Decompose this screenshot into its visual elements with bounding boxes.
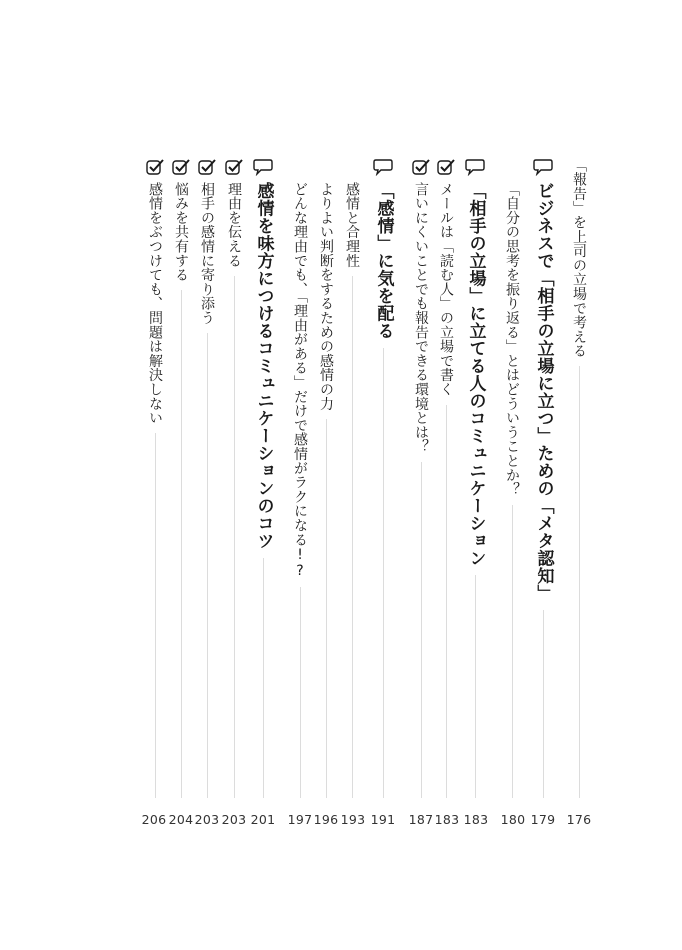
leader-line <box>383 348 384 799</box>
toc-entry <box>194 158 220 798</box>
speech-bubble-icon <box>533 158 553 176</box>
page-number: 203 <box>194 812 220 827</box>
entry-title: どんな理由でも、「理由がある」だけで感情がラクになる!? <box>292 182 308 580</box>
leader-line <box>300 587 301 798</box>
toc-heading <box>530 158 556 798</box>
leader-line <box>207 333 208 798</box>
page-number: 197 <box>287 812 313 827</box>
leader-line <box>512 505 513 798</box>
speech-bubble-icon <box>373 158 393 176</box>
leader-line <box>181 290 182 798</box>
page-number: 183 <box>434 812 460 827</box>
entry-title: 感情をぶつけても、問題は解決しない <box>147 182 163 426</box>
speech-bubble-icon <box>465 158 485 176</box>
toc-heading <box>462 158 488 798</box>
entry-title: 相手の感情に寄り添う <box>199 182 215 325</box>
check-icon <box>224 158 244 176</box>
heading-title: 感情を味方につけるコミュニケーションのコツ <box>253 182 274 550</box>
toc-entry <box>287 158 313 798</box>
toc-entry <box>221 158 247 798</box>
page-number: 179 <box>530 812 556 827</box>
entry-title: 「自分の思考を振り返る」とはどういうことか？ <box>504 182 520 497</box>
toc-entry <box>142 158 168 798</box>
page-number: 201 <box>250 812 276 827</box>
toc-heading <box>370 158 396 798</box>
toc-entry <box>313 158 339 798</box>
page-number: 196 <box>313 812 339 827</box>
toc-entry <box>566 158 592 798</box>
entry-title: 感情と合理性 <box>344 182 360 268</box>
speech-bubble-icon <box>253 158 273 176</box>
check-icon <box>411 158 431 176</box>
page-number: 193 <box>340 812 366 827</box>
toc-entry <box>499 158 525 798</box>
leader-line <box>352 276 353 798</box>
leader-line <box>579 366 580 798</box>
page-number: 191 <box>370 812 396 827</box>
toc-entry <box>168 158 194 798</box>
entry-title: 悩みを共有する <box>173 182 189 283</box>
entry-title: 理由を伝える <box>226 182 242 268</box>
page-number: 176 <box>566 812 592 827</box>
entry-title: 言いにくいことでも報告できる環境とは？ <box>413 182 429 454</box>
toc-entry <box>433 158 459 798</box>
heading-title: 「感情」に気を配る <box>373 182 394 340</box>
toc-entry <box>408 158 434 798</box>
toc-entry <box>339 158 365 798</box>
leader-line <box>446 405 447 799</box>
check-icon <box>145 158 165 176</box>
page-number: 187 <box>408 812 434 827</box>
entry-title: メールは「読む人」の立場で書く <box>438 182 454 397</box>
leader-line <box>475 575 476 798</box>
leader-line <box>155 433 156 798</box>
leader-line <box>543 610 544 798</box>
heading-title: ビジネスで「相手の立場に立つ」ための「メタ認知」 <box>533 182 554 602</box>
leader-line <box>263 558 264 799</box>
page-number: 204 <box>168 812 194 827</box>
check-icon <box>171 158 191 176</box>
check-icon <box>436 158 456 176</box>
entry-title: 「報告」を上司の立場で考える <box>571 158 587 359</box>
toc-heading <box>250 158 276 798</box>
page-number: 180 <box>500 812 526 827</box>
entry-title: よりよい判断をするための感情の力 <box>318 182 334 411</box>
heading-title: 「相手の立場」に立てる人のコミュニケーション <box>465 182 486 567</box>
page-number: 183 <box>463 812 489 827</box>
page-number: 206 <box>141 812 167 827</box>
page-number: 203 <box>221 812 247 827</box>
leader-line <box>326 419 327 798</box>
leader-line <box>421 462 422 798</box>
leader-line <box>234 276 235 798</box>
check-icon <box>197 158 217 176</box>
